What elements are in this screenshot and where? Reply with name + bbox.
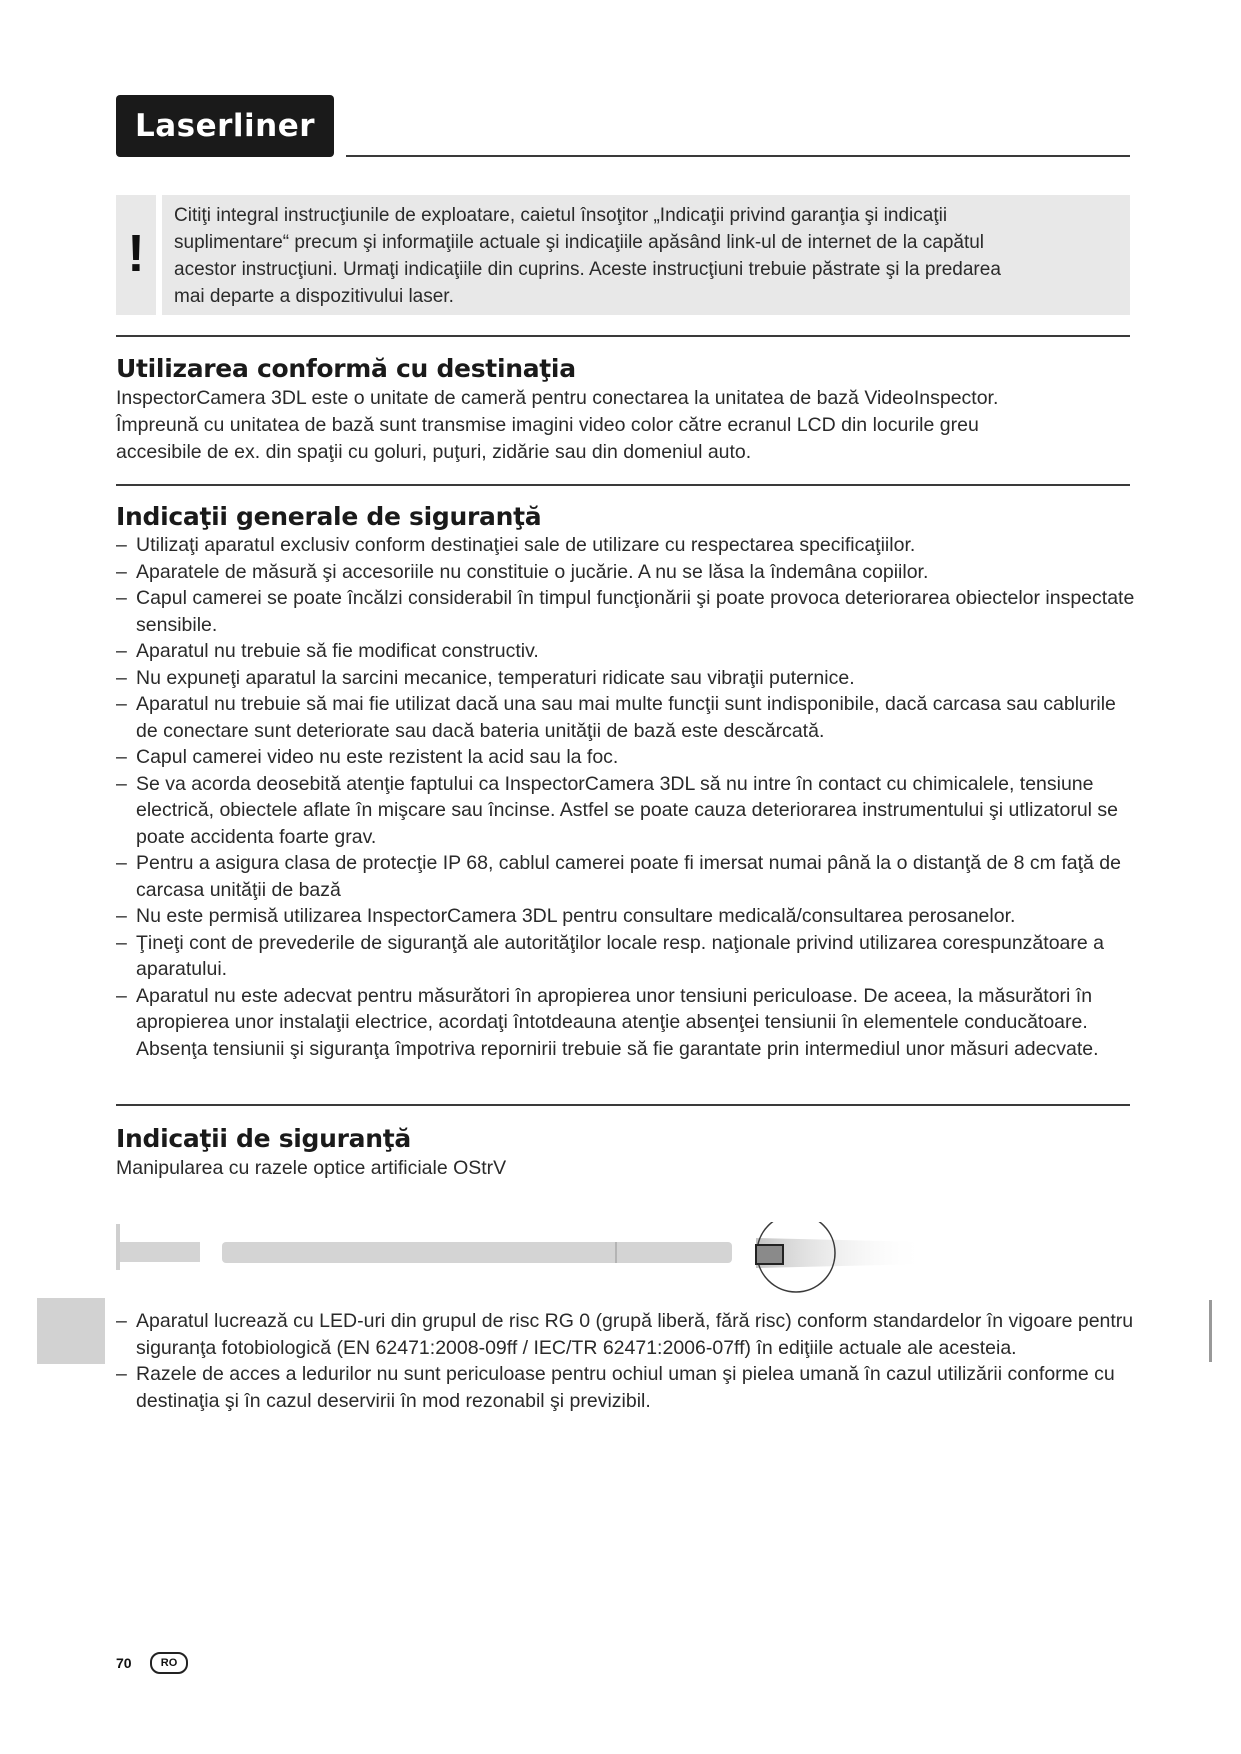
page-edge-mark bbox=[1209, 1300, 1212, 1362]
notice-box bbox=[116, 195, 1130, 315]
page-number: 70 bbox=[116, 1655, 132, 1671]
list-item: – Pentru a asigura clasa de protecţie IP 68, cablul camerei poate fi imersat numai până la o distanţă de 8 cm faţă de carcasa unităţii de bază bbox=[116, 850, 1136, 903]
list-item: – Nu expuneţi aparatul la sarcini mecanice, temperaturi ridicate sau vibraţii puternice. bbox=[116, 665, 1136, 692]
camera-led-illustration bbox=[116, 1222, 946, 1322]
section-divider bbox=[116, 1104, 1130, 1106]
list-item: – Aparatul nu trebuie să mai fie utilizat dacă una sau mai multe funcţii sunt indisponibile, dacă carcasa sau cablurile de conectare sunt deteriorate sau dacă bateria unităţii de bază este descărcată. bbox=[116, 691, 1136, 744]
list-item: – Aparatul nu este adecvat pentru măsurători în apropierea unor tensiuni periculoase. De aceea, la măsurători în apropierea unor instalaţii electrice, acordaţi întotdeauna atenţie absenţei tensiunii în elementele conducătoare. Absenţa tensiunii şi siguranţa împotriva repornirii trebuie să fie garantate prin intermediul unor măsuri adecvate. bbox=[116, 983, 1136, 1063]
camera-head bbox=[756, 1245, 783, 1264]
list-item: – Aparatele de măsură şi accesoriile nu constituie o jucărie. A nu se lăsa la îndemâna copiilor. bbox=[116, 559, 1136, 586]
header-rule bbox=[346, 155, 1130, 157]
laserliner-logo: Laserliner bbox=[116, 95, 334, 157]
list-item: – Aparatul lucrează cu LED-uri din grupul de risc RG 0 (grupă liberă, fără risc) conform standardelor în vigoare pentru siguranţa fotobiologică (EN 62471:2008-09ff / IEC/TR 62471:2006-07ff) în ediţiile actuale ale acesteia. bbox=[116, 1308, 1136, 1361]
list-item: – Se va acorda deosebită atenţie faptului ca InspectorCamera 3DL să nu intre în contact cu chimicalele, tensiune electrică, obiectele aflate în mişcare sau încinse. Astfel se poate cauza deteriorarea instrumentului şi utlizatorul se poate accidenta foarte grav. bbox=[116, 771, 1136, 851]
notice-line: Citiţi integral instrucţiunile de exploatare, caietul însoţitor „Indicaţii privind garanţia şi indicaţii bbox=[174, 205, 948, 226]
list-item: – Capul camerei video nu este rezistent la acid sau la foc. bbox=[116, 744, 1136, 771]
optical-safety-list bbox=[116, 1308, 1136, 1414]
section-divider bbox=[116, 335, 1130, 337]
safety-subtitle: Manipularea cu razele optice artificiale OStrV bbox=[116, 1157, 507, 1179]
list-item: – Razele de acces a ledurilor nu sunt periculoase pentru ochiul uman şi pielea umană în cazul utilizării conforme cu destinaţia şi în cazul deservirii în mod rezonabil şi previzibil. bbox=[116, 1361, 1136, 1414]
section-title-general-safety: Indicaţii generale de siguranţă bbox=[116, 502, 542, 531]
list-item: – Capul camerei se poate încălzi considerabil în timpul funcţionării şi poate provoca deteriorarea obiectelor inspectate sensibile. bbox=[116, 585, 1136, 638]
camera-shaft bbox=[222, 1242, 732, 1263]
device-handle bbox=[120, 1242, 200, 1262]
warning-exclamation-icon: ! bbox=[116, 195, 156, 315]
general-safety-list bbox=[116, 532, 1136, 1062]
section-title-safety: Indicaţii de siguranţă bbox=[116, 1124, 411, 1153]
list-item: – Nu este permisă utilizarea InspectorCamera 3DL pentru consultare medicală/consultarea perosanelor. bbox=[116, 903, 1136, 930]
language-section-tab bbox=[37, 1298, 105, 1364]
list-item: – Utilizaţi aparatul exclusiv conform destinaţiei sale de utilizare cu respectarea specificaţiilor. bbox=[116, 532, 1136, 559]
section-title-intended-use: Utilizarea conformă cu destinaţia bbox=[116, 354, 576, 383]
notice-line: suplimentare“ precum şi informaţiile actuale şi indicaţiile apăsând link-ul de internet de la capătul bbox=[174, 232, 985, 253]
intended-use-paragraph bbox=[116, 385, 1130, 466]
notice-line: mai departe a dispozitivului laser. bbox=[174, 286, 454, 307]
paragraph-line: Împreună cu unitatea de bază sunt transmise imagini video color către ecranul LCD din locurile greu bbox=[116, 414, 979, 436]
language-badge: RO bbox=[150, 1652, 188, 1674]
paragraph-line: accesibile de ex. din spaţii cu goluri, puţuri, zidărie sau din domeniul auto. bbox=[116, 441, 752, 463]
notice-text bbox=[162, 195, 1130, 315]
paragraph-line: InspectorCamera 3DL este o unitate de cameră pentru conectarea la unitatea de bază VideoInspector. bbox=[116, 387, 999, 409]
list-item: – Ţineţi cont de prevederile de siguranţă ale autorităţilor locale resp. naţionale privind utilizarea corespunzătoare a aparatului. bbox=[116, 930, 1136, 983]
list-item: – Aparatul nu trebuie să fie modificat constructiv. bbox=[116, 638, 1136, 665]
device-end-cap bbox=[116, 1224, 120, 1270]
notice-line: acestor instrucţiuni. Urmaţi indicaţiile din cuprins. Aceste instrucţiuni trebuie păstrate şi la predarea bbox=[174, 259, 1001, 280]
section-divider bbox=[116, 484, 1130, 486]
